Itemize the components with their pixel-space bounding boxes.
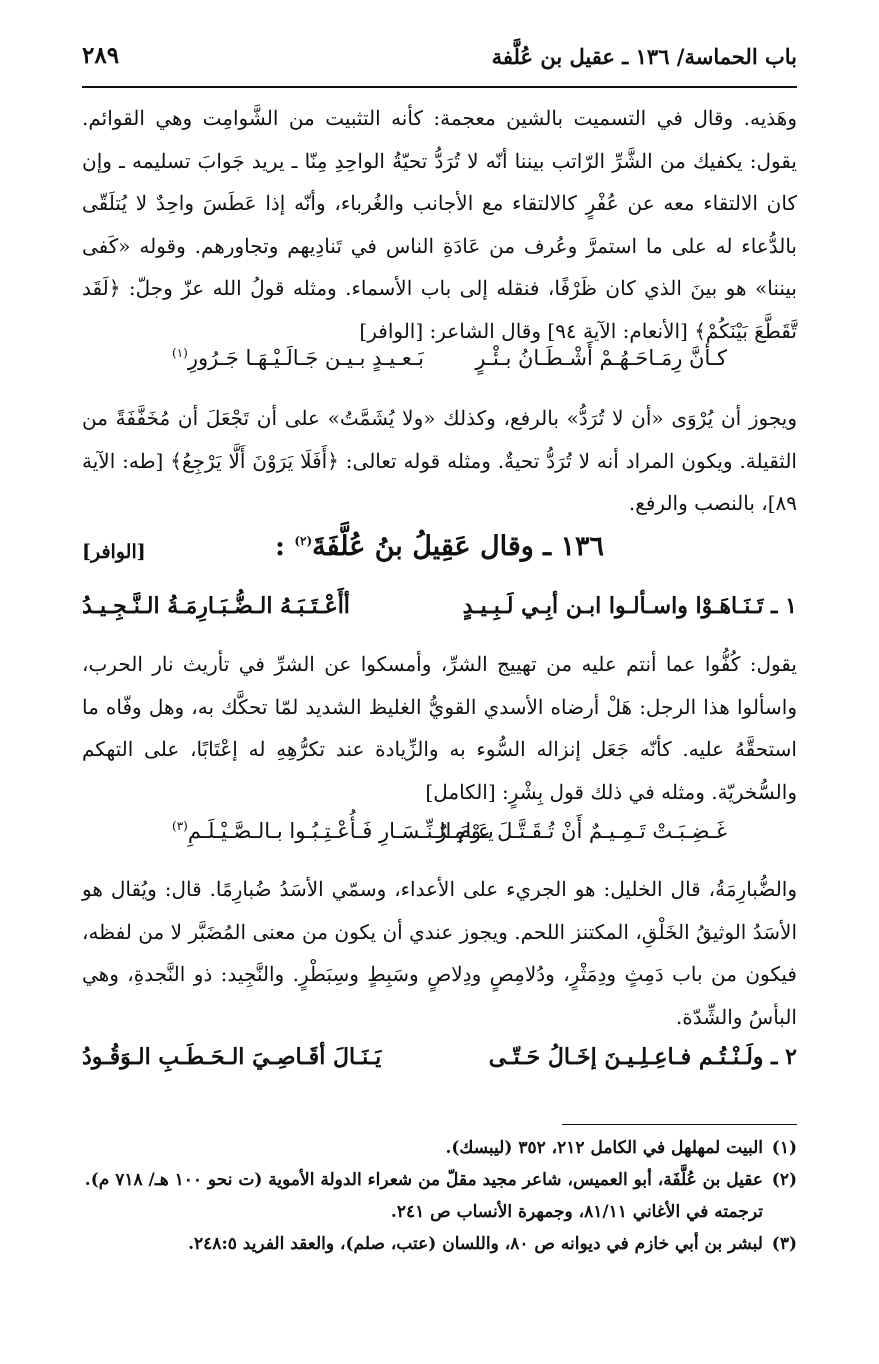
footnote — [82, 1228, 797, 1260]
page-header — [82, 34, 797, 88]
footnote-text: البيت لمهلهل في الكامل ٢١٢، ٣٥٢ (ليبسك). — [445, 1138, 763, 1158]
quoted-verse-2 — [82, 815, 797, 855]
verse-hemistich-second: يَـنَـالَ أقَـاصِـيَ الـحَـطَـبِ الـوَقُـودُ — [82, 1044, 382, 1070]
poem-verse-1 — [82, 589, 797, 629]
verse-hemistich-first: ١ ـ تَـنَـاهَـوْا واسـألـوا ابـن أبِـي لَـبِـيـدٍ — [462, 593, 797, 619]
footnote-divider — [562, 1124, 797, 1125]
commentary-paragraph-1: وهَذيه. وقال في التسميت بالشين معجمة: كأنه التثبيت من الشَّوامِت وهي القوائم. يقول: يكفيك من الشَّرِّ الرّاتب بيننا أنّه لا تُرَدُّ تحيّةُ الواحِدِ مِنّا ـ يريد جَوابَ تسليمه ـ وإن كان الالتقاء معه عن عُفْرٍ كالالتقاء مع الأجانب والغُرباء، وأنّه إذا عَطَسَ واحِدٌ لا يُتلَقّى بالدُّعاء له على ما استمرَّ وعُرف من عَادَةِ الناس في تَنادِيهم وتجاورهم. وقوله «كَفى بيننا» هو بينَ الذي كان ظَرْفًا، فنقله إلى باب الأسماء. ومثله قولُ الله عزّ وجلّ: ﴿لَقَد تَّقَطَّعَ بَيْنَكُمْ﴾ [الأنعام: الآية ٩٤] وقال الشاعر: [الوافر] — [82, 106, 797, 343]
verse-hemistich-first: كـأنَّ رِمَـاحَـهُـمْ أَشْـطَـانُ بـئْـرٍ — [475, 346, 727, 370]
commentary-paragraph-3: يقول: كُفُّوا عما أنتم عليه من تهييج الشرِّ، وأمسكوا عن الشرِّ في تأريث نار الحرب، واسألوا هذا الرجل: هَلْ أرضاه الأسدي القويُّ الغليظ الشديد لمّا تحكَّك به، وهل وفّاه ما استحقَّهُ عليه. كأنّه جَعَل إنزاله السُّوء به والزِّيادة عند تكرُّهِهِ له إعْتَابًا، على التهكم والسُّخريّة. ومثله في ذلك قول بِشْرٍ: [الكامل] — [82, 652, 797, 804]
commentary-paragraph-2: ويجوز أن يُرْوَى «أن لا تُرَدُّ» بالرفع، وكذلك «ولا يُشَمَّتُ» على أن تَجْعَلَ أن مُخَفَّفَةً من الثقيلة. ويكون المراد أنه لا تُرَدُّ تحيةٌ. ومثله قوله تعالى: ﴿أَفَلَا يَرَوْنَ أَلَّا يَرْجِعُ﴾ [طه: الآية ٨٩]، بالنصب والرفع. — [82, 406, 797, 515]
footnote-mark: (٣) — [172, 819, 188, 833]
footnote-number: (١) — [771, 1138, 797, 1158]
meter-label: [الوافر] — [82, 541, 146, 563]
footnote — [82, 1164, 797, 1228]
poem-verse-2 — [82, 1040, 797, 1080]
running-title: باب الحماسة/ ١٣٦ ـ عقيل بن عُلَّفة — [491, 44, 797, 69]
footnote-number: (٣) — [771, 1234, 797, 1254]
verse-hemistich-first: غَـضِـبَـتْ تَـمِـيـمٌ أَنْ تُـقَـتَّـلَ عَـامِـرٌ — [436, 819, 727, 843]
footnote-number: (٢) — [771, 1170, 797, 1190]
footnote-mark: (١) — [172, 346, 188, 360]
footnote-text: لبشر بن أبي خازم في ديوانه ص ٨٠، واللسان (عتب، صلم)، والعقد الفريد ٢٤٨:٥. — [188, 1234, 763, 1254]
footnote — [82, 1132, 797, 1164]
verse-hemistich-second: أأَعْـتَـبَـهُ الـضُّـبَـارِمَـةُ الـنَّـجِـيـدُ — [82, 593, 350, 619]
section-heading — [82, 527, 797, 577]
page-number: ٢٨٩ — [82, 42, 120, 69]
verse-hemistich-first: ٢ ـ ولَـنْـتُـم فـاعِـلِـيـنَ إخَـالُ حَـتّـى — [488, 1044, 797, 1070]
footnote-mark: (٢) — [294, 534, 313, 548]
quoted-verse-1 — [82, 342, 797, 382]
footnote-text: عقيل بن عُلَّفَة، أبو العميس، شاعر مجيد مقلّ من شعراء الدولة الأموية (ت نحو ١٠٠ هـ/ ٧١٨ م). ترجمته في الأغاني ٨١/١١، وجمهرة الأنساب ص ٢٤١. — [84, 1170, 763, 1222]
verse-hemistich-second: بَـعـيـدٍ بـيـن جَـالَـيْـهَـا جَـرُورِ$^{(١)}$ — [172, 346, 424, 370]
commentary-paragraph-4: والضُّبارِمَةُ، قال الخليل: هو الجريء على الأعداء، وسمّي الأسَدُ ضُبارِمًا. قال: ويُقال هو الأسَدُ الوثيقُ الخَلْقِ، المكتنز اللحم. ويجوز عندي أن يكون من معنى المُضَبَّر لا من لفظه، فيكون من باب دَمِثٍ ودِمَثْرٍ، ودُلامِصٍ ودِلاصٍ وسَبِطٍ وسِبَطْرٍ. والنَّجِيد: ذو النَّجدةِ، وهي البأسُ والشِّدّة. — [82, 877, 797, 1029]
footnotes — [82, 1132, 797, 1260]
section-title: ١٣٦ ـ وقال عَقِيلُ بنُ عُلَّفَةَ$^{(٢)}$ : — [274, 531, 605, 562]
verse-hemistich-second: يـوْمَ الـنِّـسَـارِ فَـأُعْـتِـبُـوا بـالـصَّـيْـلَـمِ$^{(٣)}$ — [172, 819, 494, 843]
